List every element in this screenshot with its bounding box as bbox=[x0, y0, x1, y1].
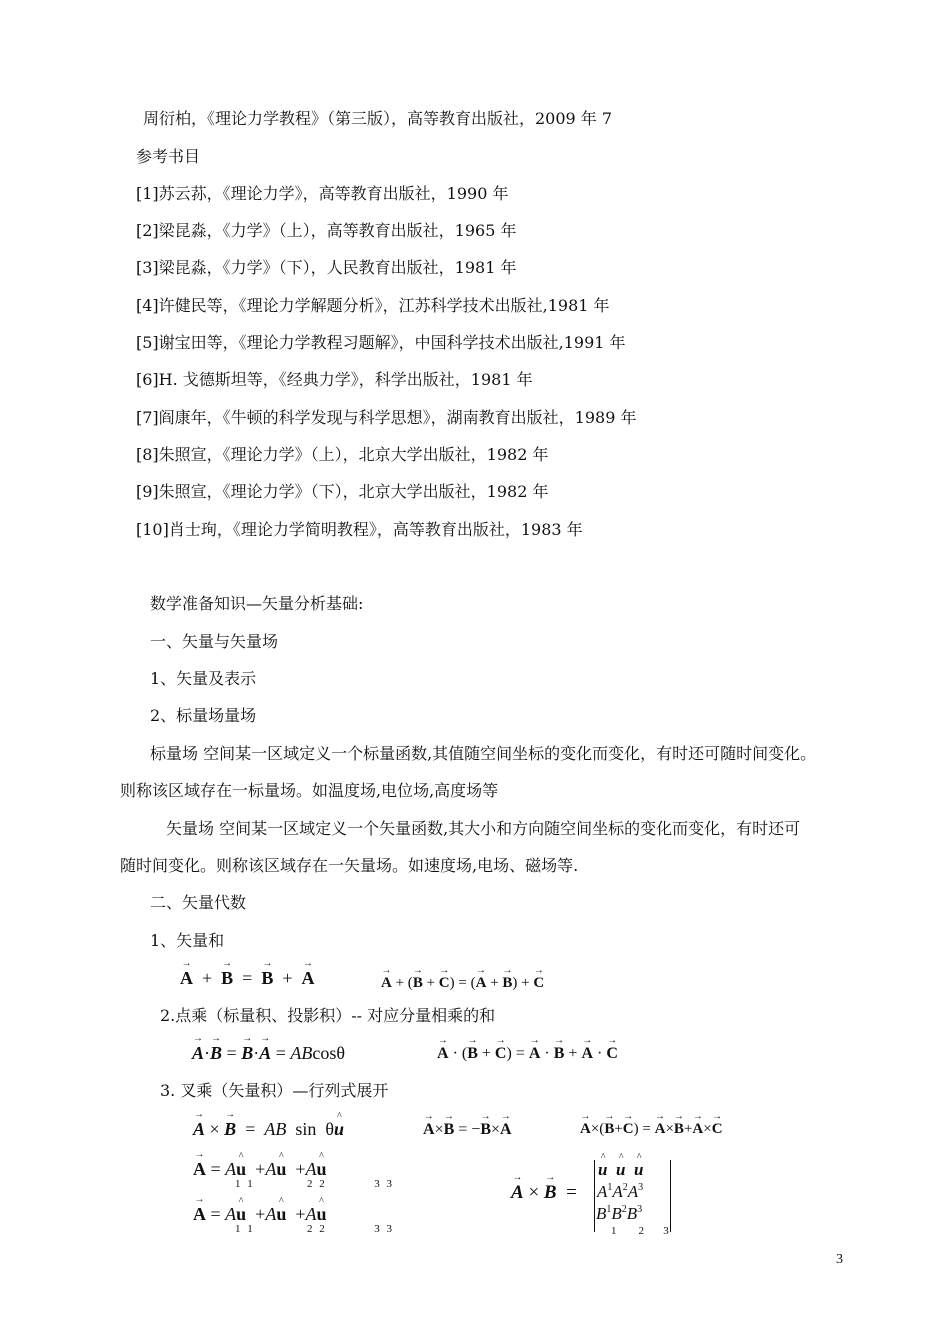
references-heading: 参考书目 bbox=[136, 147, 201, 166]
reference-item: [4]许健民等，《理论力学解题分析》，江苏科学技术出版社,1981 年 bbox=[136, 296, 610, 315]
page-number: 3 bbox=[836, 1252, 843, 1267]
heading-vectors-and-fields: 一、矢量与矢量场 bbox=[150, 632, 279, 651]
equation-vector-a-indices: 1 1 2 2 3 3 bbox=[235, 1178, 394, 1190]
reference-item: [2]梁昆淼，《力学》（上），高等教育出版社，1965 年 bbox=[136, 221, 517, 240]
determinant-column-indices: 1 2 3 bbox=[611, 1225, 669, 1237]
reference-item: [8]朱照宣，《理论力学》（上），北京大学出版社，1982 年 bbox=[136, 445, 549, 464]
heading-vector-sum: 1、矢量和 bbox=[150, 931, 225, 950]
equation-cross-distributive: → A×(→ B+→ C) = → A×→ B+→ A×→ C bbox=[580, 1121, 723, 1138]
section-title: 数学准备知识—矢量分析基础: bbox=[150, 594, 364, 613]
equation-vector-a-components: → A = A^ u +A^ u +A^ u bbox=[193, 1159, 327, 1180]
equation-commutative-sum: → A + → B = → B + → A bbox=[180, 968, 315, 989]
equation-vector-b-components: → A = A^ u +A^ u +A^ u bbox=[193, 1204, 327, 1225]
heading-scalar-field: 2、标量场量场 bbox=[150, 706, 257, 725]
intro-line: 周衍柏，《理论力学教程》（第三版），高等教育出版社，2009 年 7 bbox=[143, 109, 613, 128]
heading-dot-product: 2.点乘（标量积、投影积）-- 对应分量相乘的和 bbox=[160, 1006, 496, 1025]
equation-dot-product: → A·→ B = → B·→ A = ABcosθ bbox=[192, 1043, 345, 1064]
heading-vector-representation: 1、矢量及表示 bbox=[150, 669, 257, 688]
equation-vector-b-indices: 1 1 2 2 3 3 bbox=[235, 1223, 394, 1235]
equation-dot-distributive: → A · (→ B + → C) = → A · → B + → A · → C bbox=[437, 1045, 618, 1063]
heading-cross-product: 3. 叉乘（矢量积）—行列式展开 bbox=[160, 1081, 389, 1100]
reference-item: [6]H. 戈德斯坦等，《经典力学》，科学出版社，1981 年 bbox=[136, 370, 533, 389]
determinant-row-unit-vectors: ^ u ^ u ^ u bbox=[598, 1160, 643, 1180]
scalar-field-paragraph-line1: 标量场 空间某一区域定义一个标量函数,其值随空间坐标的变化而变化，有时还可随时间变化。 bbox=[150, 744, 817, 763]
reference-item: [7]阎康年，《牛顿的科学发现与科学思想》，湖南教育出版社，1989 年 bbox=[136, 408, 637, 427]
reference-item: [9]朱照宣，《理论力学》（下），北京大学出版社，1982 年 bbox=[136, 482, 549, 501]
determinant-row-a: $A^1A^2A^3$ bbox=[597, 1182, 644, 1201]
reference-item: [1]苏云荪，《理论力学》，高等教育出版社，1990 年 bbox=[136, 184, 509, 203]
vector-field-paragraph-line1: 矢量场 空间某一区域定义一个矢量函数,其大小和方向随空间坐标的变化而变化，有时还可 bbox=[166, 819, 801, 838]
vector-field-paragraph-line2: 随时间变化。则称该区域存在一矢量场。如速度场,电场、磁场等. bbox=[120, 856, 579, 875]
determinant-right-bar bbox=[670, 1160, 671, 1232]
equation-cross-anticommutative: → A×→ B = −→ B×→ A bbox=[423, 1121, 512, 1139]
determinant-row-b: $B^1B^2B^3$ bbox=[596, 1204, 643, 1223]
reference-item: [5]谢宝田等，《理论力学教程习题解》，中国科学技术出版社,1991 年 bbox=[136, 333, 626, 352]
equation-associative-sum: → A + (→ B + → C) = (→ A + → B) + → C bbox=[381, 975, 544, 992]
equation-cross-product: → A × → B = AB sin θ^ u bbox=[193, 1119, 344, 1140]
reference-item: [3]梁昆淼，《力学》（下），人民教育出版社，1981 年 bbox=[136, 258, 517, 277]
determinant-left-bar bbox=[594, 1160, 595, 1232]
reference-item: [10]肖士珣，《理论力学简明教程》，高等教育出版社，1983 年 bbox=[136, 520, 583, 539]
scalar-field-paragraph-line2: 则称该区域存在一标量场。如温度场,电位场,高度场等 bbox=[120, 781, 499, 800]
heading-vector-algebra: 二、矢量代数 bbox=[150, 893, 247, 912]
equation-cross-determinant-lhs: → A × → B = bbox=[511, 1182, 577, 1204]
